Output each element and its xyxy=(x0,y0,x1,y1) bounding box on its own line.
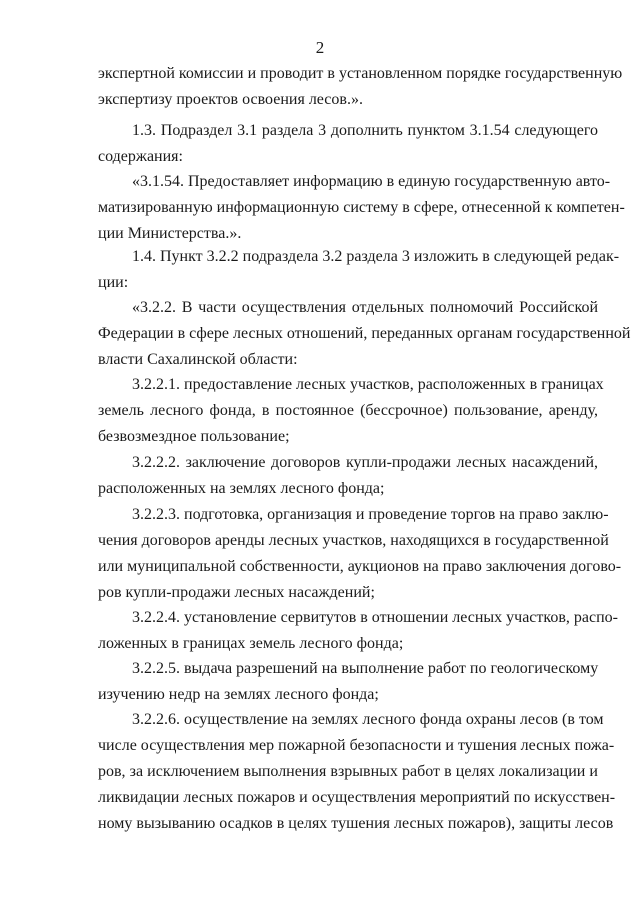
text-line: или муниципальной собственности, аукционов на право заключения догово- xyxy=(98,558,622,575)
text-line: экспертизу проектов освоения лесов.». xyxy=(98,91,363,108)
paragraph-3-2-2-5 xyxy=(98,656,598,708)
text-line: Федерации в сфере лесных отношений, переданных органам государственной xyxy=(98,325,631,342)
paragraph-1-3 xyxy=(98,118,598,170)
text-line: власти Сахалинской области: xyxy=(98,351,298,368)
text-line: ложенных в границах земель лесного фонда; xyxy=(98,635,404,652)
text-line: 3.2.2.1. предоставление лесных участков, расположенных в границах xyxy=(132,376,604,393)
text-line: чения договоров аренды лесных участков, находящихся в государственной xyxy=(98,532,609,549)
text-line: ции: xyxy=(98,274,129,291)
paragraph-1-4 xyxy=(98,244,620,296)
text-line: экспертной комиссии и проводит в установленном порядке государственную xyxy=(98,65,623,82)
text-line: ров, за исключением выполнения взрывных работ в целях локализации и xyxy=(98,763,598,780)
text-line: содержания: xyxy=(98,148,183,165)
page-number: 2 xyxy=(315,38,325,57)
text-line: числе осуществления мер пожарной безопасности и тушения лесных пожа- xyxy=(98,737,615,754)
text-line: 3.2.2.4. установление сервитутов в отношении лесных участков, распо- xyxy=(132,609,618,626)
text-line: «3.2.2. В части осуществления отдельных полномочий Российской xyxy=(132,299,598,316)
text-line: 3.2.2.5. выдача разрешений на выполнение работ по геологическому xyxy=(132,660,599,677)
text-line: расположенных на землях лесного фонда; xyxy=(98,480,385,497)
text-line: ции Министерства.». xyxy=(98,225,242,242)
text-line: «3.1.54. Предоставляет информацию в единую государственную авто- xyxy=(132,173,611,190)
paragraph-3-2-2-4 xyxy=(98,605,618,657)
text-line: земель лесного фонда, в постоянное (бессрочное) пользование, аренду, xyxy=(98,402,598,419)
paragraph-continuation xyxy=(98,61,623,113)
paragraph-3-2-2-1 xyxy=(98,372,604,450)
text-line: 3.2.2.6. осуществление на землях лесного фонда охраны лесов (в том xyxy=(132,711,604,728)
paragraph-3-1-54 xyxy=(98,169,625,247)
paragraph-3-2-2-3 xyxy=(98,502,622,606)
text-line: 1.3. Подраздел 3.1 раздела 3 дополнить пунктом 3.1.54 следующего xyxy=(132,122,598,139)
text-line: 1.4. Пункт 3.2.2 подраздела 3.2 раздела 3 изложить в следующей редак- xyxy=(132,248,620,265)
text-line: 3.2.2.2. заключение договоров купли-продажи лесных насаждений, xyxy=(132,454,598,471)
text-line: ров купли-продажи лесных насаждений; xyxy=(98,584,375,601)
text-line: ному вызыванию осадков в целях тушения лесных пожаров), защиты лесов xyxy=(98,815,614,832)
paragraph-3-2-2 xyxy=(98,295,631,373)
paragraph-3-2-2-6 xyxy=(98,707,616,837)
text-line: 3.2.2.3. подготовка, организация и проведение торгов на право заклю- xyxy=(132,506,609,523)
text-line: матизированную информационную систему в сфере, отнесенной к компетен- xyxy=(98,199,625,216)
text-line: изучению недр на землях лесного фонда; xyxy=(98,686,379,703)
text-line: безвозмездное пользование; xyxy=(98,428,290,445)
text-line: ликвидации лесных пожаров и осуществления мероприятий по искусствен- xyxy=(98,789,616,806)
paragraph-3-2-2-2 xyxy=(98,450,598,502)
